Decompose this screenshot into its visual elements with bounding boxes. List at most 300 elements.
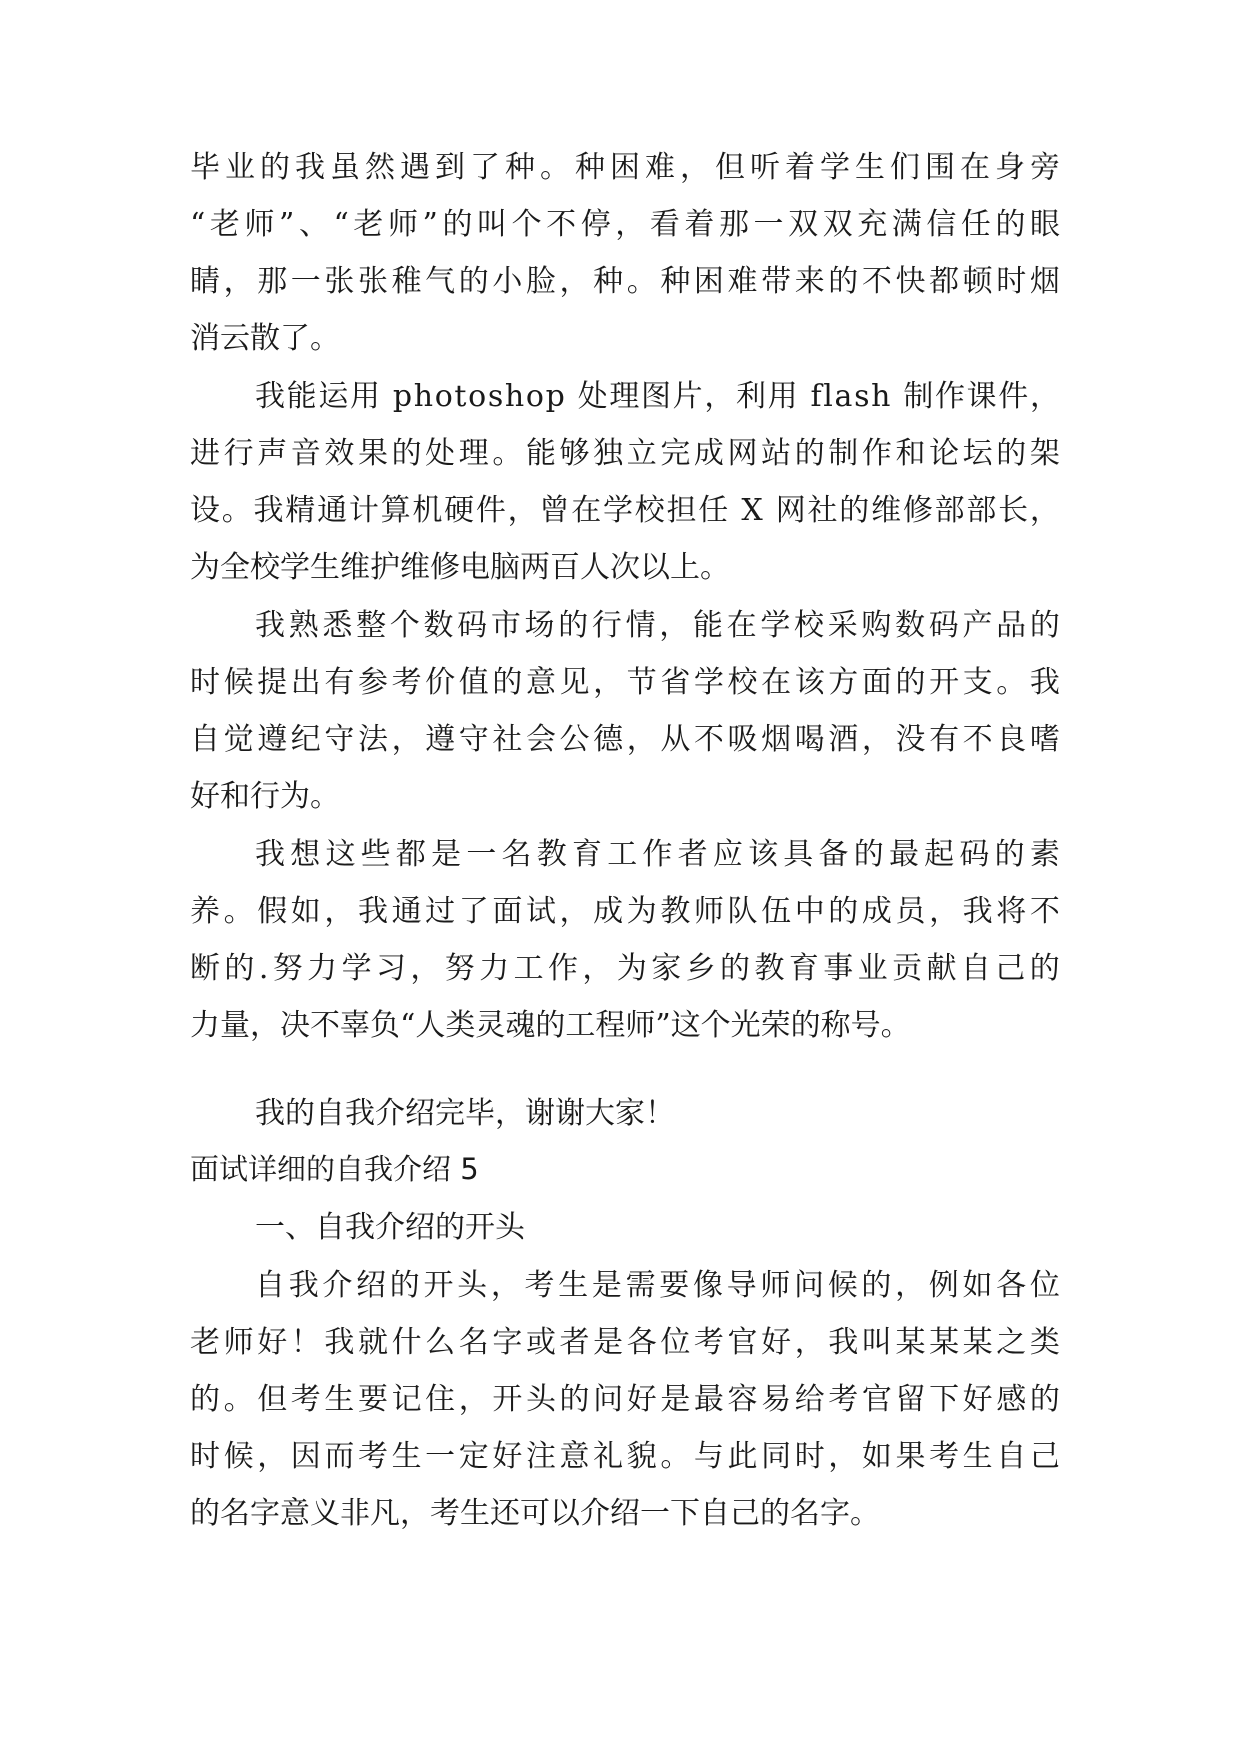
glyph: 我 — [255, 379, 285, 414]
glyph: 行 — [591, 608, 622, 643]
glyph — [892, 377, 902, 417]
glyph: 的 — [995, 207, 1026, 242]
glyph: 部 — [934, 493, 965, 528]
glyph: 用 — [767, 379, 798, 414]
glyph: 有 — [324, 665, 355, 700]
glyph: 生 — [962, 1439, 993, 1474]
glyph: 喝 — [794, 722, 825, 757]
glyph: 介 — [322, 1268, 353, 1303]
glyph: 作 — [861, 436, 892, 471]
glyph: 导 — [726, 1268, 757, 1303]
glyph: 不 — [1029, 894, 1060, 929]
glyph: 教 — [754, 951, 785, 986]
glyph: 自 — [255, 1268, 285, 1303]
glyph: 的 — [895, 665, 926, 700]
glyph: 员 — [895, 894, 926, 929]
glyph: 献 — [926, 951, 957, 986]
glyph: 围 — [925, 150, 955, 185]
glyph: 任 — [960, 207, 991, 242]
glyph: 理 — [609, 379, 640, 414]
glyph: 在 — [571, 493, 602, 528]
glyph: 的 — [1029, 1382, 1060, 1417]
glyph: 生 — [391, 1439, 422, 1474]
glyph — [382, 377, 392, 417]
glyph: 我 — [357, 894, 388, 929]
glyph: 的 — [391, 436, 422, 471]
glyph: s — [854, 379, 870, 414]
glyph: 留 — [895, 1382, 926, 1417]
glyph: 我 — [253, 493, 284, 528]
glyph: 与 — [693, 1439, 724, 1474]
glyph: 都 — [929, 264, 960, 299]
glyph: 假 — [257, 894, 288, 929]
glyph: 的 — [1029, 608, 1060, 643]
glyph: 感 — [996, 1382, 1027, 1417]
glyph: 带 — [761, 264, 792, 299]
text-line — [255, 1266, 1060, 1306]
glyph: 码 — [928, 608, 959, 643]
glyph: ， — [861, 722, 892, 757]
glyph: 价 — [425, 665, 456, 700]
glyph: 应 — [712, 837, 743, 872]
glyph: 图 — [641, 379, 671, 414]
glyph: 校 — [634, 493, 665, 528]
glyph: 市 — [490, 608, 521, 643]
glyph: 好 — [962, 1382, 993, 1417]
glyph: 像 — [692, 1268, 723, 1303]
glyph: 者 — [677, 837, 708, 872]
glyph: 是 — [591, 1268, 622, 1303]
glyph: 例 — [928, 1268, 959, 1303]
glyph: 的 — [442, 207, 473, 242]
glyph: 一 — [290, 264, 321, 299]
glyph: 有 — [929, 722, 960, 757]
glyph — [799, 377, 809, 417]
glyph: 省 — [660, 665, 691, 700]
glyph: 因 — [290, 1439, 321, 1474]
glyph: 该 — [794, 665, 825, 700]
glyph: 着 — [684, 207, 715, 242]
glyph: 一 — [466, 837, 497, 872]
glyph: 够 — [559, 436, 590, 471]
text-line: 我的自我介绍完毕，谢谢大家！ — [255, 1096, 675, 1131]
glyph: 意 — [559, 1439, 590, 1474]
glyph: 处 — [425, 436, 456, 471]
glyph: 架 — [1029, 436, 1060, 471]
glyph: 。 — [221, 493, 252, 528]
glyph: 一 — [753, 207, 784, 242]
glyph: 通 — [317, 493, 348, 528]
glyph: 的 — [389, 1268, 420, 1303]
glyph: 师 — [223, 1325, 254, 1360]
glyph: 种 — [575, 150, 605, 185]
glyph: 给 — [794, 1382, 825, 1417]
glyph: 一 — [425, 1439, 456, 1474]
glyph: 自 — [960, 951, 991, 986]
glyph: 官 — [861, 1382, 892, 1417]
glyph: 为 — [616, 951, 647, 986]
glyph: 会 — [525, 722, 556, 757]
glyph: 的 — [839, 493, 870, 528]
glyph: 种 — [593, 264, 624, 299]
glyph: 遵 — [425, 722, 456, 757]
glyph: 试 — [525, 894, 556, 929]
glyph: f — [810, 379, 822, 414]
glyph: 稚 — [391, 264, 422, 299]
glyph: 位 — [1029, 1268, 1060, 1303]
glyph: 绍 — [356, 1268, 387, 1303]
glyph: ” — [422, 207, 438, 242]
glyph: 到 — [435, 150, 465, 185]
glyph: ， — [458, 1382, 489, 1417]
glyph: 老 — [190, 1325, 220, 1360]
glyph: 但 — [715, 150, 745, 185]
glyph: 公 — [559, 722, 590, 757]
glyph: 然 — [365, 150, 395, 185]
glyph: 声 — [257, 436, 288, 471]
glyph: 码 — [959, 837, 990, 872]
glyph: 出 — [290, 665, 321, 700]
glyph: 这 — [325, 837, 356, 872]
glyph: 时 — [996, 264, 1027, 299]
glyph: 。 — [492, 436, 523, 471]
glyph: 。 — [626, 264, 657, 299]
glyph: 气 — [425, 264, 456, 299]
glyph: 我 — [1029, 665, 1060, 700]
glyph: 考 — [391, 665, 422, 700]
glyph: 自 — [996, 1439, 1027, 1474]
glyph: 睛 — [190, 264, 220, 299]
glyph: 个 — [389, 608, 420, 643]
glyph: 学 — [760, 608, 791, 643]
glyph: ， — [490, 1268, 521, 1303]
glyph: 制 — [828, 436, 859, 471]
glyph: 效 — [324, 436, 355, 471]
glyph: 硬 — [444, 493, 475, 528]
glyph: 我 — [295, 150, 325, 185]
glyph: 停 — [580, 207, 611, 242]
glyph: 在 — [960, 150, 990, 185]
glyph: 养 — [190, 894, 220, 929]
glyph: 最 — [888, 837, 919, 872]
glyph: 法 — [357, 722, 388, 757]
glyph: 部 — [966, 493, 997, 528]
glyph: 的 — [1029, 951, 1060, 986]
glyph: 满 — [891, 207, 922, 242]
glyph: 烟 — [1029, 264, 1060, 299]
glyph: 嗜 — [1029, 722, 1060, 757]
glyph: 的 — [828, 264, 859, 299]
glyph: 育 — [788, 951, 819, 986]
glyph: 、 — [298, 207, 329, 242]
glyph: 些 — [360, 837, 391, 872]
glyph: 开 — [423, 1268, 454, 1303]
glyph: “ — [333, 207, 349, 242]
glyph: 好 — [626, 1382, 657, 1417]
glyph: 行 — [223, 436, 254, 471]
glyph: 看 — [649, 207, 680, 242]
glyph: 起 — [924, 837, 955, 872]
glyph: 师 — [693, 894, 724, 929]
glyph: 遇 — [400, 150, 430, 185]
glyph: 熟 — [288, 608, 319, 643]
glyph: 头 — [525, 1382, 556, 1417]
glyph: 校 — [727, 665, 758, 700]
glyph: 。 — [223, 894, 254, 929]
glyph: 最 — [693, 1382, 724, 1417]
glyph: 旁 — [1030, 150, 1060, 185]
glyph: 值 — [458, 665, 489, 700]
glyph: 问 — [794, 1268, 824, 1303]
glyph: 类 — [1029, 1325, 1060, 1360]
text-line — [190, 663, 1060, 703]
glyph: 开 — [929, 665, 960, 700]
glyph: 悉 — [322, 608, 353, 643]
glyph: 的 — [996, 436, 1027, 471]
glyph: 节 — [626, 665, 657, 700]
glyph: 理 — [458, 436, 489, 471]
glyph: ， — [410, 951, 441, 986]
glyph: 都 — [395, 837, 426, 872]
glyph: 官 — [727, 1325, 758, 1360]
glyph: a — [834, 379, 853, 414]
glyph: 了 — [458, 894, 489, 929]
glyph: 叫 — [477, 207, 507, 242]
glyph: 者 — [559, 1325, 590, 1360]
glyph: 课 — [966, 379, 997, 414]
glyph: 没 — [895, 722, 926, 757]
glyph: 听 — [750, 150, 780, 185]
glyph: 种 — [660, 264, 691, 299]
glyph: h — [504, 379, 525, 414]
glyph: 名 — [458, 1325, 489, 1360]
glyph: 码 — [457, 608, 488, 643]
glyph: 某 — [895, 1325, 926, 1360]
glyph: 备 — [818, 837, 849, 872]
glyph: 或 — [525, 1325, 556, 1360]
glyph: 中 — [794, 894, 825, 929]
glyph — [764, 491, 774, 531]
glyph: 利 — [735, 379, 766, 414]
glyph: 的 — [794, 436, 825, 471]
glyph: 品 — [996, 608, 1027, 643]
glyph: 作 — [642, 837, 673, 872]
glyph: 叫 — [861, 1325, 892, 1360]
glyph: 候 — [223, 1439, 254, 1474]
text-line: 消云散了。 — [190, 321, 340, 356]
glyph: 努 — [272, 951, 303, 986]
glyph: 同 — [761, 1439, 792, 1474]
glyph: 面 — [861, 665, 892, 700]
text-line: 的名字意义非凡，考生还可以介绍一下自己的名字。 — [190, 1496, 880, 1531]
glyph: 坛 — [962, 436, 993, 471]
glyph: 社 — [807, 493, 838, 528]
glyph: 该 — [748, 837, 779, 872]
glyph: 不 — [962, 722, 993, 757]
glyph: 片 — [672, 379, 703, 414]
glyph: 购 — [861, 608, 892, 643]
glyph: 充 — [857, 207, 888, 242]
glyph: 脸 — [525, 264, 556, 299]
text-line: 为全校学生维护维修电脑两百人次以上。 — [190, 550, 730, 585]
glyph: 难 — [727, 264, 758, 299]
text-line — [190, 148, 1060, 188]
glyph: 参 — [357, 665, 388, 700]
glyph: 校 — [794, 608, 824, 643]
glyph: 双 — [788, 207, 819, 242]
glyph: 虽 — [330, 150, 360, 185]
glyph: 我 — [962, 894, 993, 929]
glyph: 运 — [318, 379, 349, 414]
glyph: 担 — [666, 493, 697, 528]
glyph: 提 — [257, 665, 288, 700]
glyph: 好 — [761, 1325, 792, 1360]
glyph: 那 — [257, 264, 288, 299]
glyph: 了 — [470, 150, 500, 185]
glyph: 就 — [357, 1325, 388, 1360]
glyph: 贡 — [892, 951, 923, 986]
glyph: ， — [559, 264, 590, 299]
glyph: h — [413, 379, 434, 414]
glyph: 乡 — [685, 951, 716, 986]
glyph: 队 — [727, 894, 758, 929]
text-line — [190, 720, 1060, 760]
glyph: 不 — [546, 207, 577, 242]
glyph: 机 — [412, 493, 443, 528]
glyph: 教 — [660, 894, 691, 929]
glyph: 各 — [996, 1268, 1027, 1303]
glyph: 能 — [286, 379, 317, 414]
glyph: 生 — [324, 1382, 355, 1417]
glyph: 。 — [223, 1382, 254, 1417]
glyph: ， — [324, 894, 355, 929]
glyph: ， — [704, 379, 735, 414]
glyph: ” — [279, 207, 295, 242]
glyph: 师 — [387, 207, 418, 242]
glyph: 论 — [929, 436, 960, 471]
text-line — [190, 491, 1060, 531]
glyph: 那 — [718, 207, 749, 242]
glyph: 的 — [559, 1382, 590, 1417]
glyph: 能 — [525, 436, 556, 471]
glyph: 此 — [727, 1439, 758, 1474]
glyph: 工 — [607, 837, 638, 872]
glyph: 素 — [1029, 837, 1060, 872]
text-line — [255, 835, 1060, 875]
glyph: 社 — [492, 722, 523, 757]
glyph: ， — [391, 722, 422, 757]
glyph: 但 — [257, 1382, 288, 1417]
glyph: 伍 — [761, 894, 792, 929]
glyph: 曾 — [539, 493, 570, 528]
glyph: s — [487, 379, 504, 414]
glyph: 具 — [783, 837, 814, 872]
glyph: 好 — [257, 1325, 288, 1360]
glyph: 意 — [525, 665, 556, 700]
glyph: 快 — [895, 264, 926, 299]
glyph: 件 — [998, 379, 1029, 414]
glyph: 力 — [307, 951, 338, 986]
glyph: 时 — [190, 1439, 220, 1474]
glyph: ， — [223, 264, 254, 299]
glyph: 果 — [895, 1439, 926, 1474]
glyph: 师 — [760, 1268, 791, 1303]
glyph: 作 — [934, 379, 965, 414]
glyph: 从 — [660, 722, 691, 757]
glyph: 学 — [341, 951, 372, 986]
glyph: 己 — [1029, 1439, 1060, 1474]
glyph: 纪 — [290, 722, 321, 757]
glyph: 育 — [571, 837, 602, 872]
glyph: 过 — [425, 894, 456, 929]
glyph: 完 — [660, 436, 691, 471]
glyph: 为 — [626, 894, 657, 929]
glyph: 守 — [324, 722, 355, 757]
glyph: 考 — [290, 1382, 321, 1417]
glyph: 站 — [761, 436, 792, 471]
glyph: 候 — [827, 1268, 858, 1303]
glyph: 如 — [861, 1439, 892, 1474]
glyph: ， — [615, 207, 646, 242]
glyph: 生 — [855, 150, 885, 185]
glyph: 用 — [349, 379, 380, 414]
glyph: ， — [680, 150, 710, 185]
glyph: t — [454, 379, 467, 414]
glyph: 的 — [720, 951, 751, 986]
glyph: 要 — [659, 1268, 690, 1303]
glyph: 计 — [348, 493, 379, 528]
glyph: 名 — [501, 837, 532, 872]
glyph: 方 — [828, 665, 859, 700]
glyph: 生 — [558, 1268, 589, 1303]
glyph: 我 — [828, 1325, 859, 1360]
glyph: 时 — [794, 1439, 825, 1474]
text-line — [255, 377, 1060, 417]
glyph: 制 — [903, 379, 934, 414]
glyph: 住 — [425, 1382, 456, 1417]
glyph: 我 — [288, 1268, 319, 1303]
glyph: p — [392, 379, 413, 414]
glyph: 貌 — [626, 1439, 657, 1474]
glyph: 音 — [290, 436, 321, 471]
glyph: 算 — [380, 493, 411, 528]
text-line — [255, 606, 1060, 646]
glyph: 自 — [190, 722, 220, 757]
glyph: 整 — [356, 608, 387, 643]
glyph: 吸 — [727, 722, 758, 757]
glyph: 己 — [995, 951, 1026, 986]
glyph: 见 — [559, 665, 590, 700]
glyph: X — [741, 493, 763, 528]
glyph: 果 — [357, 436, 388, 471]
glyph: ， — [1029, 493, 1060, 528]
glyph: 的 — [224, 951, 255, 986]
glyph: ， — [659, 608, 690, 643]
glyph: 工 — [513, 951, 544, 986]
glyph: 记 — [391, 1382, 422, 1417]
glyph: 业 — [225, 150, 255, 185]
glyph: 是 — [431, 837, 462, 872]
glyph: 守 — [458, 722, 489, 757]
glyph: 事 — [823, 951, 854, 986]
glyph: 是 — [660, 1382, 691, 1417]
glyph: ， — [257, 1439, 288, 1474]
glyph: 某 — [929, 1325, 960, 1360]
glyph — [730, 491, 740, 531]
glyph: ， — [507, 493, 538, 528]
glyph: ， — [828, 1439, 859, 1474]
text-line — [190, 1380, 1060, 1420]
